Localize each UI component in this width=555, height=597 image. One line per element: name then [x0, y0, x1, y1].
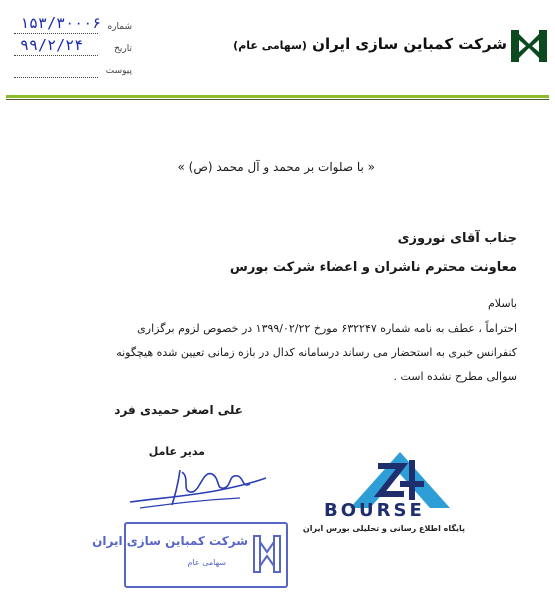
signer-name: علی اصغر حمیدی فرد — [114, 403, 243, 417]
bourse-subtitle: پایگاه اطلاع رسانی و تحلیلی بورس ایران — [302, 524, 465, 533]
date-value: ۹۹/۲/۲۴ — [20, 36, 84, 54]
company-stamp — [92, 522, 288, 588]
number-value: ۱۵۳/۳۰۰۰۶ — [20, 14, 102, 32]
body-line-1: احتراماً ، عطف به نامه شماره ۶۳۲۲۴۷ مورخ ۱۳۹۹/۰۲/۲۲ در خصوص لزوم برگزاری — [137, 322, 517, 335]
date-label: تاریخ — [114, 44, 132, 54]
stamp-subtext: سهامی عام — [187, 558, 226, 567]
company-name-text: شرکت کمباین سازی ایران — [312, 35, 507, 53]
header-rule-dark — [6, 99, 549, 100]
company-name — [233, 35, 507, 53]
number-line — [14, 33, 98, 34]
attachment-row — [14, 58, 132, 80]
letter-meta — [14, 14, 132, 80]
signer-title: مدیر عامل — [148, 445, 205, 458]
bourse-wordmark: BOURSE — [324, 500, 425, 521]
company-logo-icon — [509, 26, 549, 66]
number-row — [14, 14, 132, 36]
recipient-name: جناب آقای نوروزی — [397, 231, 517, 246]
salutation: « با صلوات بر محمد و آل محمد (ص) » — [177, 160, 375, 174]
date-row — [14, 36, 132, 58]
stamp-text: شرکت کمباین سازی ایران — [92, 534, 248, 548]
greeting: باسلام — [487, 297, 517, 310]
recipient-title: معاونت محترم ناشران و اعضاء شرکت بورس — [229, 260, 517, 275]
number-label: شماره — [107, 22, 132, 32]
handwritten-signature — [120, 450, 270, 520]
header-rule-green — [6, 95, 549, 98]
body-line-2: کنفرانس خبری به استحضار می رساند درسامانه کدال در بازه زمانی تعیین شده هیچگونه — [116, 346, 517, 359]
attachment-label: پیوست — [105, 66, 132, 76]
stamp-logo-icon — [252, 532, 282, 576]
company-suffix: (سهامی عام) — [233, 39, 307, 52]
attachment-line — [14, 77, 98, 78]
date-line — [14, 55, 98, 56]
body-line-3: سوالی مطرح نشده است . — [393, 370, 517, 383]
